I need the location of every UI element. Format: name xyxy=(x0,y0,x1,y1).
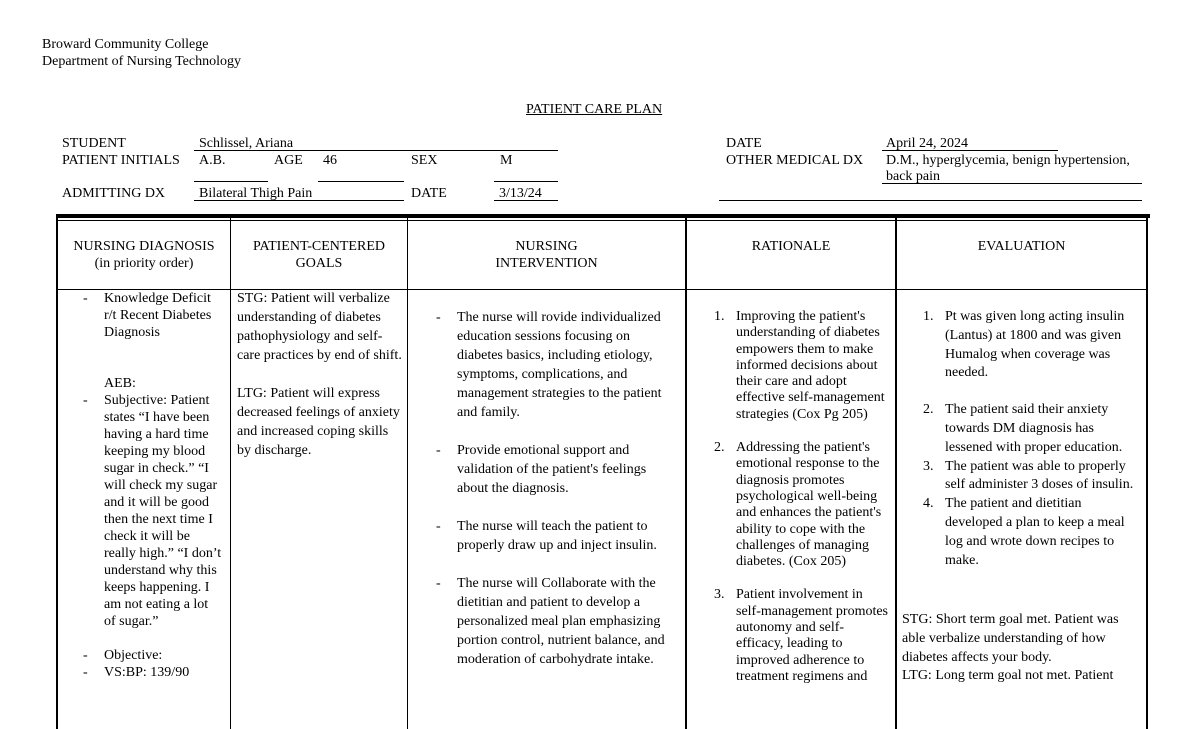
student-underline xyxy=(194,150,558,151)
column-divider-2 xyxy=(407,214,408,729)
evaluation-number: 4. xyxy=(923,496,934,512)
intervention-item xyxy=(436,441,674,498)
department-name: Department of Nursing Technology xyxy=(42,54,241,69)
student-value: Schlissel, Ariana xyxy=(199,136,294,151)
ltg-result: LTG: Long term goal not met. Patient xyxy=(902,668,1114,684)
admitting-dx-label: ADMITTING DX xyxy=(62,186,166,201)
column-header-goals-line2: GOALS xyxy=(295,256,343,271)
table-left-border xyxy=(56,214,58,729)
evaluation-text: The patient and dietitian developed a plan to keep a meal log and wrote down recipes to make. xyxy=(945,496,1125,568)
evaluation-text: Pt was given long acting insulin (Lantus) at 1800 and was given Humalog when coverage was needed. xyxy=(945,309,1125,381)
column-header-goals xyxy=(231,238,407,272)
subjective-data: Subjective: Patient states “I have been having a hard time keeping my blood sugar in check.” “I will check my sugar and it will be good then the next time I check it will be really high.” “I don’t understand why this keeps happening. I am not eating a lot of sugar.” xyxy=(104,393,222,629)
table-top-inner-border xyxy=(58,220,1148,221)
patient-initials-label: PATIENT INITIALS xyxy=(62,153,180,168)
diagnosis-item xyxy=(83,664,223,681)
patient-initials-value: A.B. xyxy=(199,153,226,168)
evaluation-text: The patient was able to properly self administer 3 doses of insulin. xyxy=(945,458,1134,493)
diagnosis-item xyxy=(83,290,223,341)
other-dx-line2: back pain xyxy=(886,169,941,184)
table-top-border xyxy=(56,214,1150,218)
column-header-rationale xyxy=(687,238,895,255)
rationale-text: Addressing the patient's emotional response to the diagnosis promotes psychological well-being and enhances the patient's ability to cope with the challenges of managing diabetes. (Cox 205) xyxy=(736,440,882,570)
stg-result: STG: Short term goal met. Patient was able verbalize understanding of how diabetes affects your body. xyxy=(902,612,1119,665)
other-dx-label: OTHER MEDICAL DX xyxy=(726,153,864,168)
rationale-cell xyxy=(714,309,890,702)
column-header-diagnosis-line2: (in priority order) xyxy=(94,256,194,271)
objective-label: Objective: xyxy=(104,648,163,663)
intervention-text: Provide emotional support and validation of the patient's feelings about the diagnosis. xyxy=(457,443,647,496)
sex-label: SEX xyxy=(411,153,438,168)
student-label: STUDENT xyxy=(62,136,126,151)
date-underline xyxy=(882,150,1058,151)
column-header-goals-line1: PATIENT-CENTERED xyxy=(253,239,385,254)
diagnosis-item xyxy=(83,392,223,630)
admit-date-value: 3/13/24 xyxy=(499,186,542,201)
rationale-item xyxy=(714,587,890,685)
sex-value: M xyxy=(500,153,513,168)
column-header-rationale-label: RATIONALE xyxy=(751,239,831,254)
vital-signs: VS:BP: 139/90 xyxy=(104,665,190,680)
aeb-label: AEB: xyxy=(104,376,136,391)
other-dx-line1: D.M., hyperglycemia, benign hypertension, xyxy=(886,153,1130,168)
admit-date-underline xyxy=(494,200,558,201)
other-dx-underline xyxy=(882,183,1142,184)
column-header-intervention-line1: NURSING xyxy=(515,239,578,254)
intervention-cell xyxy=(436,308,674,688)
rationale-item xyxy=(714,440,890,570)
institution-name: Broward Community College xyxy=(42,37,209,52)
short-term-goal: STG: Patient will verbalize understanding of diabetes pathophysiology and self-care practices by end of shift. xyxy=(237,291,402,363)
sex-underline xyxy=(494,181,558,182)
patient-initials-underline xyxy=(194,181,268,182)
age-underline xyxy=(318,181,404,182)
admitting-dx-underline xyxy=(194,200,404,201)
column-divider-3 xyxy=(685,214,687,729)
intervention-item xyxy=(436,517,674,555)
rationale-number: 3. xyxy=(714,587,725,603)
intervention-text: The nurse will rovide individualized education sessions focusing on diabetes basics, including etiology, symptoms, complications, and management strategies to the patient and family. xyxy=(457,310,662,420)
evaluation-item xyxy=(923,495,1141,570)
other-dx-underline-2 xyxy=(719,200,1142,201)
evaluation-number: 2. xyxy=(923,402,934,418)
age-value: 46 xyxy=(323,153,337,168)
diagnosis-cell xyxy=(83,290,223,681)
rationale-text: Patient involvement in self-management promotes autonomy and self-efficacy, leading to improved adherence to treatment regimens and xyxy=(736,587,889,684)
intervention-item xyxy=(436,574,674,669)
evaluation-cell xyxy=(923,308,1141,570)
table-right-border xyxy=(1146,214,1148,729)
rationale-number: 1. xyxy=(714,309,725,324)
column-divider-4 xyxy=(895,214,897,729)
column-header-evaluation xyxy=(897,238,1146,255)
age-label: AGE xyxy=(274,153,303,168)
column-header-diagnosis xyxy=(58,238,230,272)
evaluation-goal-results xyxy=(902,611,1138,686)
evaluation-number: 3. xyxy=(923,458,934,474)
column-divider-1 xyxy=(230,214,231,729)
page-title: PATIENT CARE PLAN xyxy=(526,102,663,117)
admitting-dx-value: Bilateral Thigh Pain xyxy=(199,186,313,201)
diagnosis-item xyxy=(83,647,223,664)
date-value: April 24, 2024 xyxy=(886,136,969,151)
rationale-text: Improving the patient's understanding of diabetes empowers them to make informed decisions about their care and adopt effective self-management strategies (Cox Pg 205) xyxy=(736,309,885,422)
evaluation-text: The patient said their anxiety towards DM diagnosis has lessened with proper education. xyxy=(945,402,1123,455)
column-header-evaluation-label: EVALUATION xyxy=(977,239,1066,254)
evaluation-item xyxy=(923,458,1141,496)
intervention-text: The nurse will Collaborate with the dietitian and patient to develop a personalized meal plan emphasizing portion control, nutrient balance, and moderation of carbohydrate intake. xyxy=(457,576,665,667)
diagnosis-text: Knowledge Deficit r/t Recent Diabetes Diagnosis xyxy=(104,291,212,340)
intervention-text: The nurse will teach the patient to properly draw up and inject insulin. xyxy=(457,519,657,553)
evaluation-item xyxy=(923,401,1141,457)
rationale-item xyxy=(714,309,890,423)
column-header-diagnosis-line1: NURSING DIAGNOSIS xyxy=(73,239,215,254)
admit-date-label: DATE xyxy=(411,186,447,201)
evaluation-number: 1. xyxy=(923,309,934,324)
intervention-item xyxy=(436,308,674,422)
date-label: DATE xyxy=(726,136,762,151)
column-header-intervention-line2: INTERVENTION xyxy=(495,256,598,271)
evaluation-item xyxy=(923,308,1141,383)
rationale-number: 2. xyxy=(714,440,725,456)
column-header-intervention xyxy=(408,238,685,272)
goals-cell xyxy=(237,289,402,460)
long-term-goal: LTG: Patient will express decreased feelings of anxiety and increased coping skills by discharge. xyxy=(237,386,400,458)
